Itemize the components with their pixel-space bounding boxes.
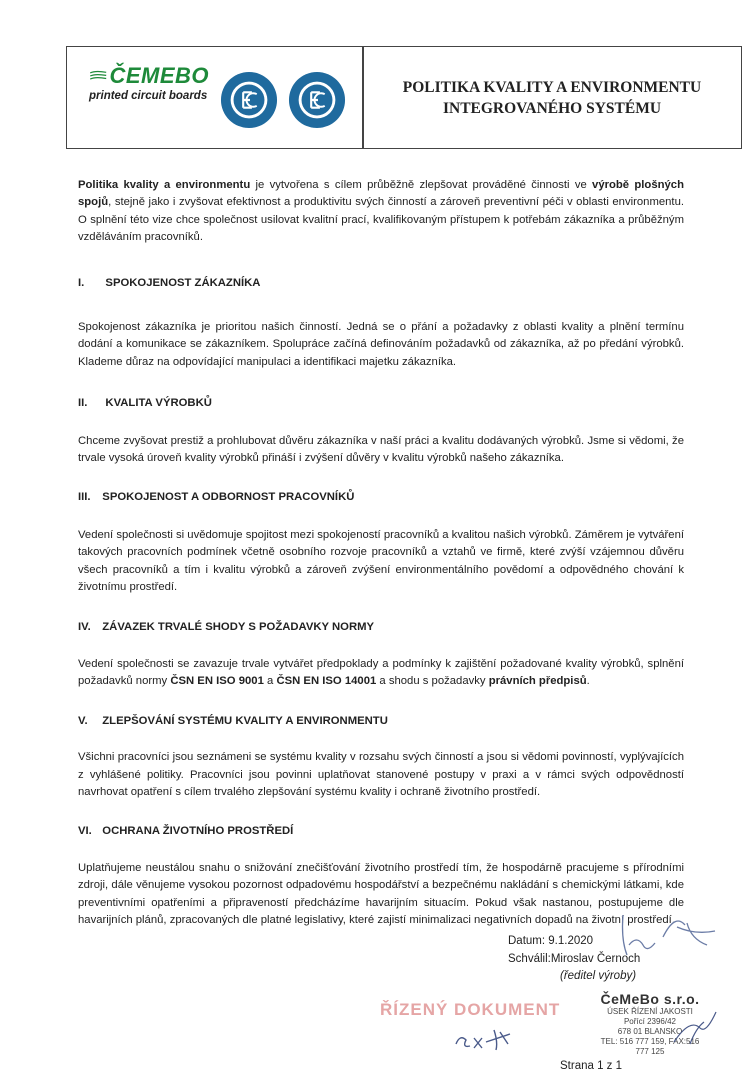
- section-heading-6: VI. OCHRANA ŽIVOTNÍHO PROSTŘEDÍ: [78, 825, 294, 838]
- section-heading-2: II. KVALITA VÝROBKŮ: [78, 397, 212, 410]
- intro-bold-1: Politika kvality a environmentu: [78, 179, 251, 191]
- section-text-6: Uplatňujeme neustálou snahu o snižování znečišťování životního prostředí tím, že hospodárně pracujeme s přírodními zdroji, dále věnujeme vysokou pozornost odpadovému hospodářství a bezpečnému nakládání s chemickými látkami, kde preventivními opatřeními a připraveností předcházíme havarijním situacím. Pokud však nastanou, postupujeme dle havarijních plánů, zpracovaných dle platné legislativy, které zajistí minimalizaci negativních dopadů na životní prostředí.: [78, 861, 684, 926]
- document-header: [66, 46, 742, 149]
- title-line-2: INTEGROVANÉHO SYSTÉMU: [442, 99, 662, 117]
- signature-icon: [615, 905, 725, 965]
- controlled-document-watermark: ŘÍZENÝ DOKUMENT: [380, 1000, 561, 1019]
- stamp-street: Pořící 2396/42: [623, 1017, 677, 1026]
- intro-paragraph: [78, 177, 684, 247]
- section-heading-3: III. SPOKOJENOST A ODBORNOST PRACOVNÍKŮ: [78, 491, 355, 504]
- section-text-3: Vedení společnosti si uvědomuje spojitost mezi spokojeností pracovníků a kvalitou našich výrobků. Záměrem je vytváření takových pracovních podmínek včetně osobního rozvoje pracovníků a vztahů ve firmě, které zvýší vzájemnou důvěru všech pracovníků a tím i kvalitu výrobků a zároveň zvýšení environmentálního povědomí a odpovědného chování k životnímu prostředí.: [78, 528, 684, 594]
- section-heading-1: I. SPOKOJENOST ZÁKAZNÍKA: [78, 276, 261, 289]
- title-line-1: POLITIKA KVALITY A ENVIRONMENTU: [402, 78, 702, 96]
- logo-name: ČEMEBO: [109, 63, 209, 88]
- logo-lines-icon: [89, 66, 107, 86]
- approver-role: (ředitel výroby): [560, 970, 637, 982]
- intro-bold-2: výrobě plošných spojů: [78, 179, 684, 209]
- stamp-company-name: ČeMeBo s.r.o.: [600, 991, 700, 1007]
- section-text-1: Spokojenost zákazníka je prioritou našich činností. Jedná se o přání a požadavky z oblasti kvality a plnění termínu dodání a komunikace se zákazníkem. Spolupráce začíná definováním požadavků od zákazníka, až po předání výrobků. Klademe důraz na odpovídající manipulaci a identifikaci majetku zákazníka.: [78, 321, 684, 368]
- section-text-2: Chceme zvyšovat prestiž a prohlubovat důvěru zákazníka v naší práci a kvalitu dodávaných výrobků. Jsme si vědomi, že trvale vysoká úroveň kvality výrobků přináší i zvýšení důvěry v kvalitu výrobků našeho zákazníka.: [78, 434, 684, 465]
- stamp-department: ÚSEK ŘÍZENÍ JAKOSTI: [607, 1007, 693, 1016]
- date-line: Datum: 9.1.2020: [508, 935, 594, 947]
- approved-line: Schválil:Miroslav Černoch: [508, 953, 641, 965]
- section-text-5: Všichni pracovníci jsou seznámeni se systému kvality v rozsahu svých činností a jsou si vědomi povinností, vyplývajících z vyhlášené politiky. Pracovníci jsou povinni uplatňovat stanovené postupy v praxi a v rámci svých odpovědností navrhovat opatření s cílem trvalého zlepšování systému kvality i ochraně životního prostředí.: [78, 751, 684, 798]
- section-text-4: Vedení společnosti se zavazuje trvale vytvářet předpoklady a podmínky k zajištění požadované kvality výrobků, splnění požadavků normy ČSN EN ISO 9001 a ČSN EN ISO 14001 a shodu s požadavky právních předpisů.: [78, 657, 684, 688]
- logo-subtitle: printed circuit boards: [89, 90, 208, 102]
- policy-body: [78, 177, 684, 929]
- handwritten-note-icon: [450, 1022, 520, 1052]
- intro-text-1: je vytvořena s cílem průběžně zlepšovat prováděné činnosti ve: [250, 179, 593, 191]
- stamp-contact: TEL: 516 777 159, FAX:516 777 125: [600, 1037, 700, 1056]
- iso-14001-seal-icon: [288, 71, 346, 129]
- section-heading-4: IV. ZÁVAZEK TRVALÉ SHODY S POŽADAVKY NORMY: [78, 620, 375, 633]
- page-number: Strana 1 z 1: [560, 1060, 623, 1072]
- intro-text-2: , stejně jako i zvyšovat efektivnost a produktivitu svých činností a zároveň preventivní péči v oblasti environmentu. O splnění této vize chce společnost usilovat kvalitní prací, kvalifikovaným přístupem k potřebám zákazníka a průběžným vzděláváním pracovníků.: [78, 196, 684, 244]
- document-title: [363, 47, 741, 148]
- stamp-city: 678 01 BLANSKO: [617, 1027, 683, 1036]
- stamp-signature-icon: [670, 1008, 720, 1048]
- section-heading-5: V. ZLEPŠOVÁNÍ SYSTÉMU KVALITY A ENVIRONMENTU: [78, 714, 388, 727]
- company-logo: [89, 63, 209, 102]
- iso-9001-seal-icon: [220, 71, 278, 129]
